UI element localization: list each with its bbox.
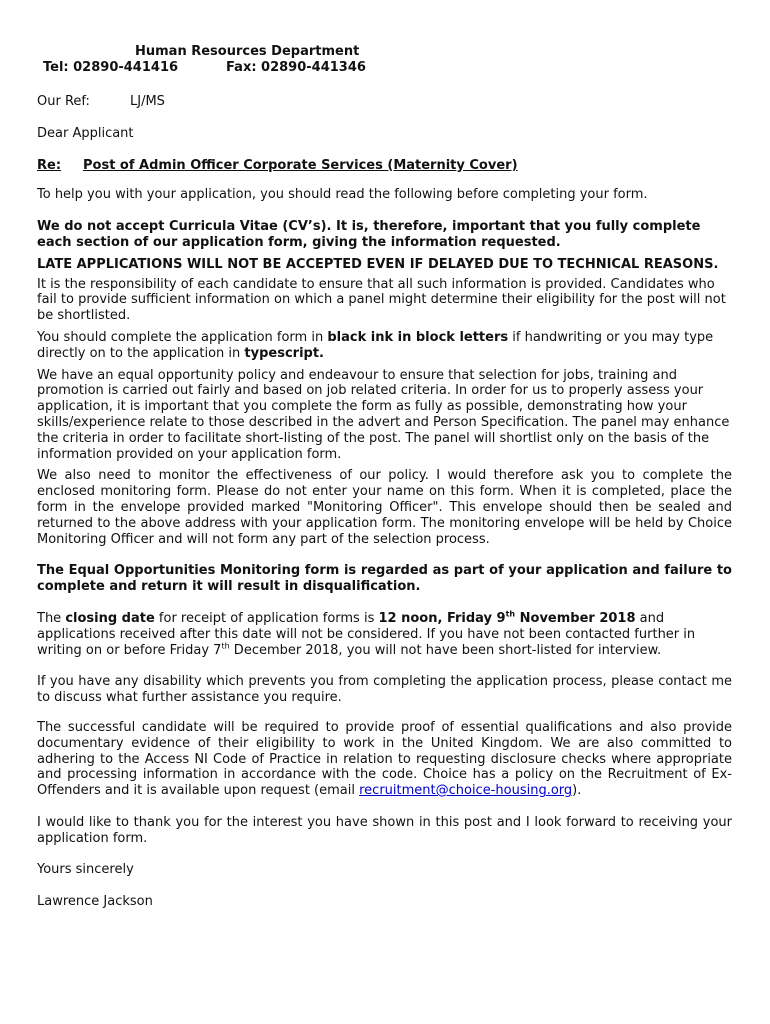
reference-line xyxy=(37,94,732,110)
salutation: Dear Applicant xyxy=(37,125,134,141)
ink-bold-1: black ink in block letters xyxy=(327,329,509,345)
ink-paragraph xyxy=(37,330,732,362)
department-name: Human Resources Department xyxy=(135,44,360,59)
equal-opportunity-paragraph: We have an equal opportunity policy and endeavour to ensure that selection for jobs, training and promotion is carried out fairly and based on job related criteria. In order for us to properly assess your application, it is important that you complete the form as fully as possible, demonstrating how your skills/experience relate to those described in the advert and Person Specification. The panel may enhance the criteria in order to facilitate short-listing of the post. The panel will shortlist only on the basis of the information provided on your application form. xyxy=(37,367,730,462)
closing-date-paragraph xyxy=(37,611,732,658)
fax-number: Fax: 02890-441346 xyxy=(226,60,366,75)
closing-text-4: December 2018, you will not have been short-listed for interview. xyxy=(229,642,662,658)
subject-line xyxy=(37,158,732,174)
qualifications-end: ). xyxy=(572,783,582,799)
letter-header xyxy=(37,44,732,76)
late-applications-notice: LATE APPLICATIONS WILL NOT BE ACCEPTED EVEN IF DELAYED DUE TO TECHNICAL REASONS. xyxy=(37,256,719,272)
reference-label: Our Ref: xyxy=(37,94,90,109)
monitoring-notice: The Equal Opportunities Monitoring form is regarded as part of your application and failure to complete and return it will result in disqualification. xyxy=(37,563,732,595)
reference-value: LJ/MS xyxy=(130,94,165,109)
signatory-name: Lawrence Jackson xyxy=(37,894,153,910)
intro-paragraph: To help you with your application, you should read the following before completing your form. xyxy=(37,187,648,203)
closing-bold-2: 12 noon, Friday 9 xyxy=(378,610,506,626)
ink-bold-2: typescript. xyxy=(244,345,324,361)
letter xyxy=(37,44,732,910)
qualifications-text: The successful candidate will be required to provide proof of essential qualifications and also provide documentary evidence of their eligibility to work in the United Kingdom. We are also committed to adhering to the Access NI Code of Practice in relation to requesting disclosure checks where appropriate and processing information in accordance with the code. Choice has a policy on the Recruitment of Ex-Offenders and it is available upon request (email xyxy=(37,719,732,799)
disability-paragraph: If you have any disability which prevents you from completing the application process, please contact me to discuss what further assistance you require. xyxy=(37,674,732,706)
thanks-paragraph: I would like to thank you for the interest you have shown in this post and I look forward to receiving your application form. xyxy=(37,814,732,846)
subject-title: Post of Admin Officer Corporate Services (Maternity Cover) xyxy=(83,157,518,173)
subject-label: Re: xyxy=(37,157,62,173)
complimentary-close: Yours sincerely xyxy=(37,862,134,878)
qualifications-paragraph xyxy=(37,720,732,799)
cv-notice: We do not accept Curricula Vitae (CV’s). It is, therefore, important that you fully complete each section of our application form, giving the information requested. xyxy=(37,219,701,250)
telephone-number: Tel: 02890-441416 xyxy=(43,60,179,75)
monitoring-paragraph: We also need to monitor the effectiveness of our policy. I would therefore ask you to complete the enclosed monitoring form. Please do not enter your name on this form. When it is completed, place the form in the envelope provided marked "Monitoring Officer". This envelope should then be sealed and returned to the above address with your application form. The monitoring envelope will be held by Choice Monitoring Officer and will not form any part of the selection process. xyxy=(37,468,732,547)
email-link[interactable]: recruitment@choice-housing.org xyxy=(359,783,573,799)
ink-text-1: You should complete the application form in xyxy=(37,329,328,345)
closing-sup-2: th xyxy=(221,641,230,651)
closing-bold-3: November 2018 xyxy=(515,610,636,626)
closing-text-1: The xyxy=(37,610,66,626)
responsibility-paragraph: It is the responsibility of each candidate to ensure that all such information is provided. Candidates who fail to provide sufficient information on which a panel might determine their eligibility for the post will not be shortlisted. xyxy=(37,276,726,324)
ink-text-2: if handwriting or you may type directly on to the application in xyxy=(37,329,714,361)
closing-text-3: and applications received after this date will not be considered. If you have not been contacted further in writing on or before Friday 7 xyxy=(37,610,696,658)
closing-text-2: for receipt of application forms is xyxy=(154,610,379,626)
closing-sup-1: th xyxy=(505,609,516,619)
closing-bold-1: closing date xyxy=(65,610,155,626)
